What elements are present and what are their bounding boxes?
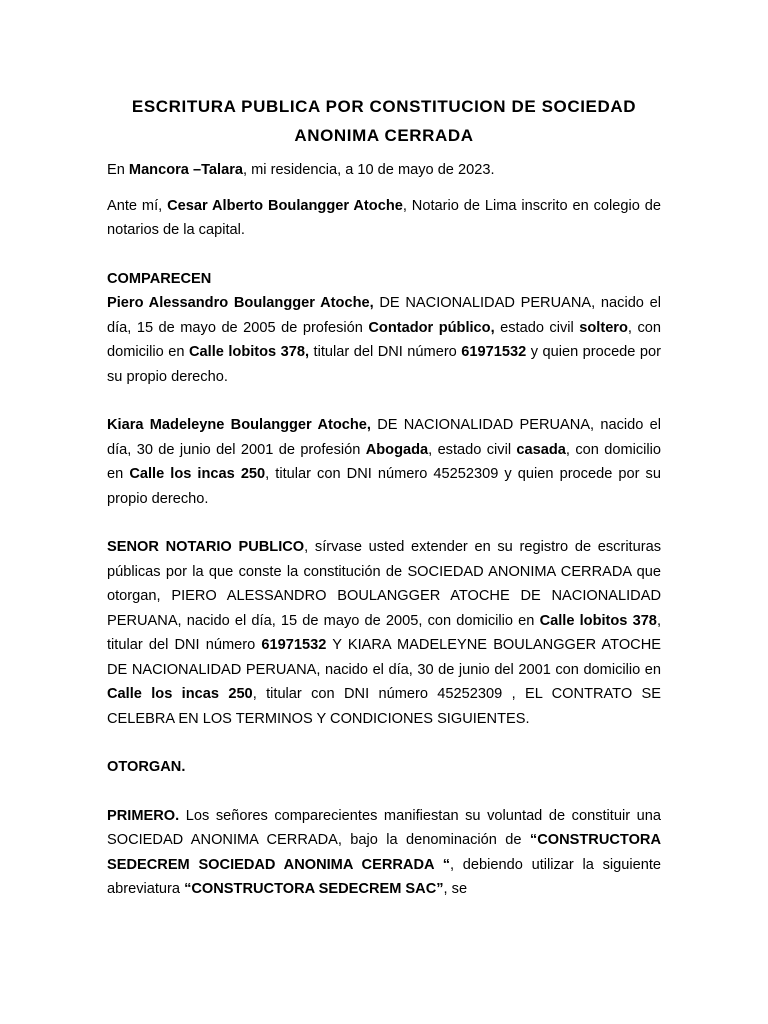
title-line-1: ESCRITURA PUBLICA POR CONSTITUCION DE SOCIEDAD bbox=[131, 97, 637, 116]
party-1-name: Piero Alessandro Boulangger Atoche, bbox=[107, 295, 374, 311]
party-1-profession: Contador público, bbox=[368, 319, 495, 336]
party-2-civil-status: casada bbox=[516, 441, 566, 458]
document-title bbox=[107, 92, 661, 150]
notary-paragraph: Ante mí, Cesar Alberto Boulangger Atoche, Notario de Lima inscrito en colegio de notarios de la capital. bbox=[107, 197, 661, 238]
company-denomination: “CONSTRUCTORA SEDECREM SOCIEDAD ANONIMA CERRADA “ bbox=[107, 832, 661, 873]
party-2-address: Calle los incas 250 bbox=[129, 466, 266, 482]
company-abbreviation: “CONSTRUCTORA SEDECREM SAC” bbox=[184, 881, 444, 897]
place-date-paragraph: En Mancora –Talara, mi residencia, a 10 de mayo de 2023. bbox=[107, 162, 495, 178]
party-1-paragraph: Piero Alessandro Boulangger Atoche, DE NACIONALIDAD PERUANA, nacido el día, 15 de mayo de 2005 de profesión Contador público, estado civil soltero, con domicilio en Calle lobitos 378, titular del DNI número 61971532 y quien procede por su propio derecho. bbox=[107, 295, 662, 385]
place-name: Mancora –Talara bbox=[128, 162, 244, 178]
request-paragraph: SENOR NOTARIO PUBLICO, sírvase usted extender en su registro de escrituras públicas por la que conste la constitución de SOCIEDAD ANONIMA CERRADA que otorgan, PIERO ALESSANDRO BOULANGGER ATOCHE DE NACIONALIDAD PERUANA, nacido el día, 15 de mayo de 2005, con domicilio en Calle lobitos 378, titular del DNI número 61971532 Y KIARA MADELEYNE BOULANGGER ATOCHE DE NACIONALIDAD PERUANA, nacido el día, 30 de junio del 2001 con domicilio en Calle los incas 250, titular con DNI número 45252309 , EL CONTRATO SE CELEBRA EN LOS TERMINOS Y CONDICIONES SIGUIENTES. bbox=[107, 539, 662, 727]
party-1-dni: 61971532 bbox=[461, 344, 527, 360]
notary-name: Cesar Alberto Boulangger Atoche bbox=[167, 197, 403, 214]
party-1-address: Calle lobitos 378, bbox=[188, 344, 310, 360]
otorgan-heading: OTORGAN. bbox=[107, 759, 186, 775]
dni-1: 61971532 bbox=[261, 637, 327, 653]
clause-primero-paragraph: PRIMERO. Los señores comparecientes manifiestan su voluntad de constituir una SOCIEDAD ANONIMA CERRADA, bajo la denominación de “CONSTRUCTORA SEDECREM SOCIEDAD ANONIMA CERRADA “, debiendo utilizar la siguiente abreviatura “CONSTRUCTORA SEDECREM SAC”, se bbox=[107, 807, 661, 897]
title-line-2: ANONIMA CERRADA bbox=[294, 126, 474, 145]
party-2-name: Kiara Madeleyne Boulangger Atoche, bbox=[107, 417, 371, 433]
address-1: Calle lobitos 378 bbox=[539, 612, 657, 629]
party-1-civil-status: soltero bbox=[579, 319, 628, 336]
address-2: Calle los incas 250 bbox=[107, 686, 253, 702]
party-2-profession: Abogada bbox=[365, 441, 429, 458]
addressee: SENOR NOTARIO PUBLICO bbox=[107, 539, 305, 555]
clause-label: PRIMERO. bbox=[107, 807, 180, 824]
comparecen-heading: COMPARECEN bbox=[107, 270, 212, 287]
party-2-paragraph: Kiara Madeleyne Boulangger Atoche, DE NACIONALIDAD PERUANA, nacido el día, 30 de junio del 2001 de profesión Abogada, estado civil casada, con domicilio en Calle los incas 250, titular con DNI número 45252309 y quien procede por su propio derecho. bbox=[107, 417, 661, 507]
